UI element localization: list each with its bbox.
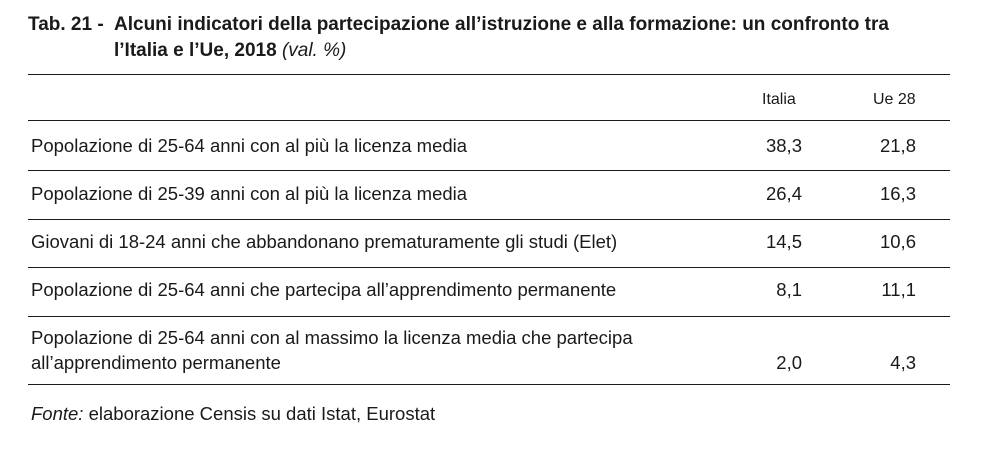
row-divider-3 [28,267,950,268]
title-line-1: Alcuni indicatori della partecipazione all’istruzione e alla formazione: un confronto tra [114,14,889,35]
top-rule [28,74,950,75]
row-2-ue: 16,3 [879,183,916,204]
row-2-italia: 26,4 [765,183,802,204]
title-line-2 [114,38,346,64]
row-label-2: Popolazione di 25-39 anni con al più la licenza media [31,183,468,204]
row-divider-4 [28,316,950,317]
row-label-3: Giovani di 18-24 anni che abbandonano prematuramente gli studi (Elet) [31,231,618,252]
row-5-ue: 4,3 [890,352,916,373]
row-label-5-line-2: all’apprendimento permanente [31,352,281,373]
title-unit: (val. %) [281,40,347,61]
row-label-4: Popolazione di 25-64 anni che partecipa all’apprendimento permanente [31,279,617,300]
source-text: elaborazione Censis su dati Istat, Eurostat [88,403,436,424]
row-divider-2 [28,219,950,220]
row-3-ue: 10,6 [879,231,916,252]
row-4-ue: 11,1 [881,279,916,300]
table-number: Tab. 21 - [28,14,104,35]
column-header-italia: Italia [762,91,796,108]
row-label-1: Popolazione di 25-64 anni con al più la licenza media [31,135,468,156]
row-divider-1 [28,170,950,171]
bottom-rule [28,384,950,385]
header-rule [28,120,950,121]
row-5-italia: 2,0 [776,352,802,373]
row-1-italia: 38,3 [765,135,802,156]
column-header-ue28: Ue 28 [873,91,916,108]
row-1-ue: 21,8 [879,135,916,156]
source-label: Fonte: [31,403,84,424]
source-note [31,401,435,426]
title-line-2-text: l’Italia e l’Ue, 2018 [114,40,277,61]
row-4-italia: 8,1 [776,279,802,300]
row-label-5-line-1: Popolazione di 25-64 anni con al massimo la licenza media che partecipa [31,327,633,348]
row-3-italia: 14,5 [765,231,802,252]
